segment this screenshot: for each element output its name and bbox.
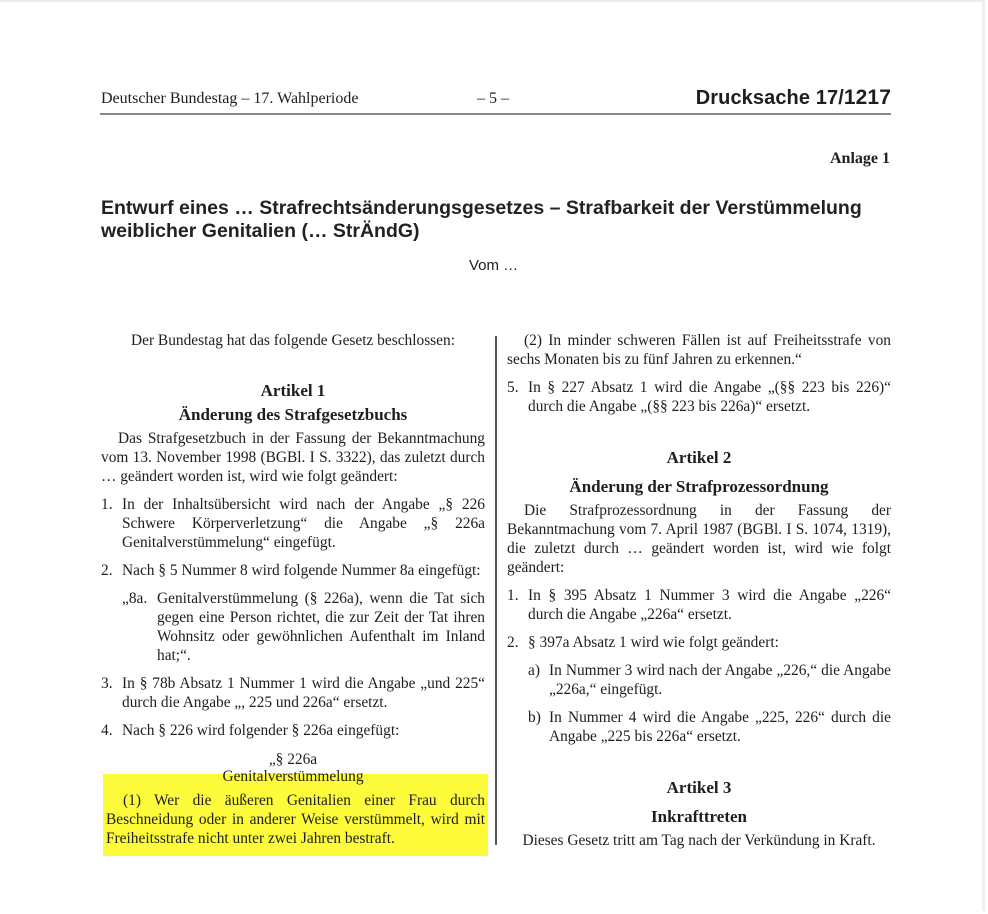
item-number: 1.	[101, 496, 113, 513]
column-divider	[495, 336, 497, 845]
anlage-label: Anlage 1	[830, 150, 890, 167]
artikel-2-heading: Änderung der Strafprozessordnung	[569, 477, 829, 496]
artikel-2-preamble: Die Strafprozessordnung in der Fassung der Bekanntmachung vom 7. April 1987 (BGBl. I S. 1074, 1319), die zuletzt durch … geändert worden ist, wird wie folgt geändert:	[507, 502, 891, 576]
header-drucksache	[696, 86, 891, 110]
drucksache-number: 1217	[843, 86, 891, 109]
list-item	[101, 721, 485, 740]
item-number: 2.	[101, 562, 113, 579]
subitem-text: In Nummer 3 wird nach der Angabe „226,“ die Angabe „226a,“ eingefügt.	[549, 662, 891, 698]
vom-date: Vom …	[469, 257, 519, 274]
highlighted-absatz-1: (1) Wer die äußeren Genitalien einer Frau durch Beschneidung oder in anderer Weise verstümmelt, wird mit Freiheitsstrafe nicht unter zwei Jahren bestraft.	[106, 792, 485, 847]
list-item	[101, 495, 485, 552]
document-title: Entwurf eines … Strafrechtsänderungsgesetzes – Strafbarkeit der Verstümmelung weiblicher Genitalien (… StrÄndG)	[101, 197, 862, 242]
paragraph-number: „§ 226a	[268, 751, 318, 768]
subitem-number: „8a.	[122, 590, 148, 607]
item-text: Nach § 226 wird folgender § 226a eingefügt:	[122, 722, 400, 739]
list-subitem	[507, 661, 891, 699]
item-number: 4.	[101, 722, 113, 739]
subitem-text: In Nummer 4 wird die Angabe „225, 226“ durch die Angabe „225 bis 226a“ ersetzt.	[549, 709, 891, 745]
left-column	[101, 331, 485, 786]
artikel-3-number: Artikel 3	[666, 778, 732, 797]
item-number: 3.	[101, 675, 113, 692]
item-number: 1.	[507, 587, 519, 604]
list-item	[101, 674, 485, 712]
list-subitem	[507, 708, 891, 746]
item-text: In § 395 Absatz 1 Nummer 3 wird die Angabe „226“ durch die Angabe „226a“ ersetzt.	[528, 587, 891, 623]
artikel-1-heading: Änderung des Strafgesetzbuchs	[178, 405, 408, 424]
list-item	[101, 561, 485, 580]
item-text: In § 227 Absatz 1 wird die Angabe „(§§ 223 bis 226)“ durch die Angabe „(§§ 223 bis 226a)“ ersetzt.	[528, 379, 891, 415]
item-text: § 397a Absatz 1 wird wie folgt geändert:	[528, 634, 779, 651]
subitem-number: a)	[528, 662, 540, 679]
list-subitem	[101, 589, 485, 665]
artikel-3-heading: Inkrafttreten	[651, 807, 747, 826]
header-parliament: Deutscher Bundestag – 17. Wahlperiode	[101, 90, 359, 107]
enactment-intro: Der Bundestag hat das folgende Gesetz beschlossen:	[131, 332, 455, 349]
item-text: In der Inhaltsübersicht wird nach der Angabe „§ 226 Schwere Körperverletzung“ die Angabe „§ 226a Genitalverstümmelung“ eingefügt.	[122, 496, 485, 551]
item-number: 2.	[507, 634, 519, 651]
right-column	[507, 331, 891, 850]
artikel-3-text: Dieses Gesetz tritt am Tag nach der Verkündung in Kraft.	[522, 832, 876, 849]
subitem-number: b)	[528, 709, 541, 726]
artikel-1-number: Artikel 1	[260, 381, 326, 400]
item-text: In § 78b Absatz 1 Nummer 1 wird die Angabe „und 225“ durch die Angabe „, 225 und 226a“ ersetzt.	[122, 675, 485, 711]
artikel-1-preamble: Das Strafgesetzbuch in der Fassung der Bekanntmachung vom 13. November 1998 (BGBl. I S. 3322), das zuletzt durch … geändert worden ist, wird wie folgt geändert:	[101, 430, 485, 485]
absatz-2: (2) In minder schweren Fällen ist auf Freiheitsstrafe von sechs Monaten bis zu fünf Jahren zu erkennen.“	[507, 332, 891, 368]
list-item	[507, 378, 891, 416]
list-item	[507, 633, 891, 652]
drucksache-label: Drucksache 17/	[695, 87, 844, 109]
paragraph-title: Genitalverstümmelung	[222, 768, 364, 785]
subitem-text: Genitalverstümmelung (§ 226a), wenn die Tat sich gegen eine Person richtet, die zur Zeit der Tat ihren Wohnsitz oder gewöhnlichen Aufenthalt im Inland hat;“.	[157, 590, 485, 664]
header-page-number: – 5 –	[477, 90, 509, 107]
header-rule	[100, 113, 891, 115]
item-number: 5.	[507, 379, 519, 396]
list-item	[507, 586, 891, 624]
item-text: Nach § 5 Nummer 8 wird folgende Nummer 8a eingefügt:	[122, 562, 481, 579]
artikel-2-number: Artikel 2	[666, 448, 732, 467]
